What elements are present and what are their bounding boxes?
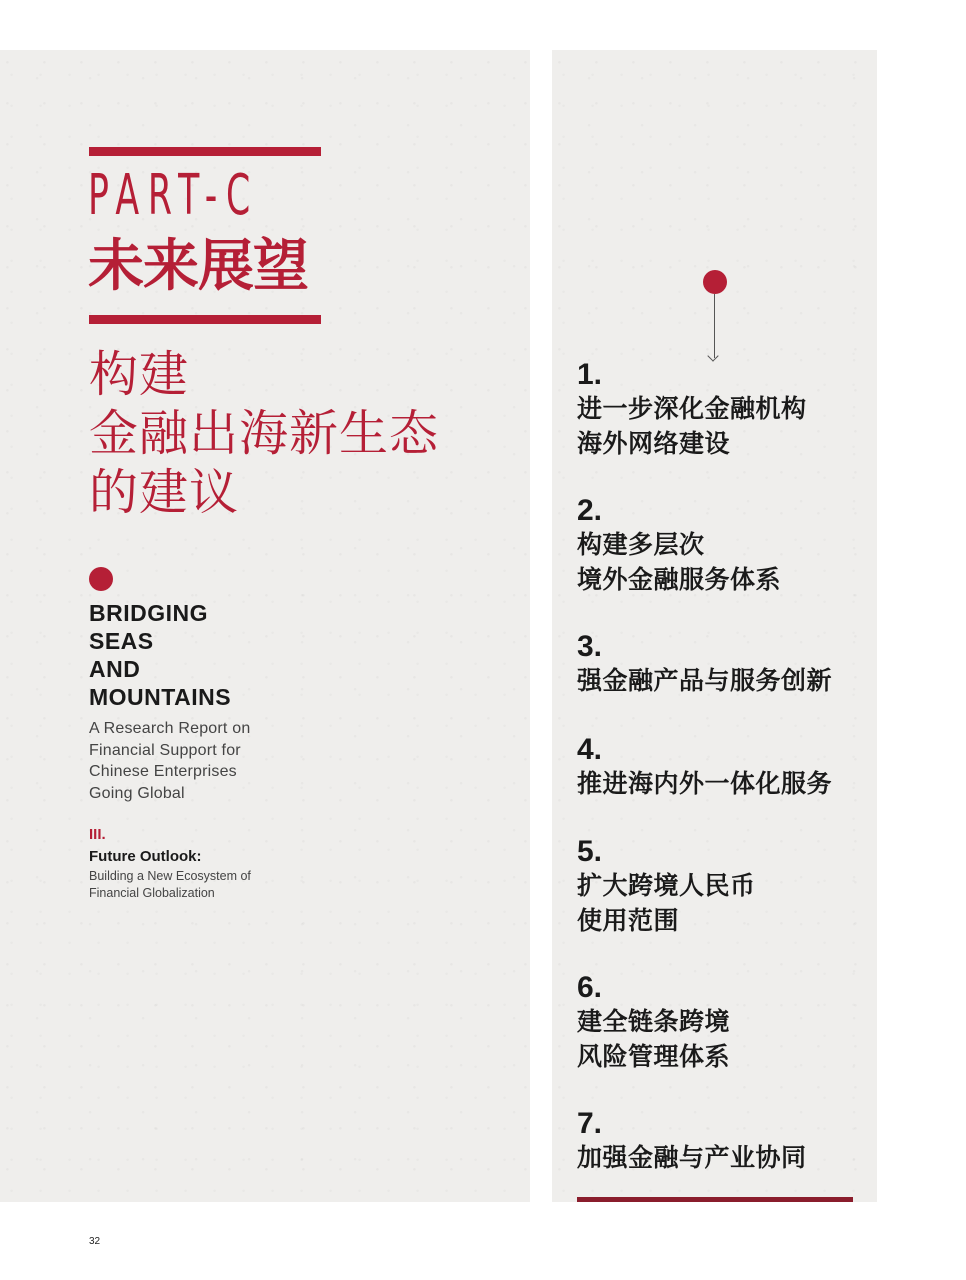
recommendation-text: 推进海内外一体化服务 (577, 770, 833, 798)
report-subtitle-line: Chinese Enterprises (89, 763, 237, 780)
section-description-line: Financial Globalization (89, 886, 215, 900)
recommendation-item (577, 494, 781, 598)
recommendation-item (577, 630, 832, 699)
recommendation-number: 5. (577, 835, 603, 868)
heading-line: 的建议 (89, 466, 240, 520)
section-number: III. (89, 826, 106, 843)
report-title (89, 599, 231, 711)
part-title: 未来展望 (88, 234, 308, 297)
recommendation-text: 扩大跨境人民币 (577, 872, 756, 900)
recommendation-number: 3. (577, 630, 603, 663)
report-subtitle (89, 718, 250, 804)
red-dot-marker (89, 567, 113, 591)
section-heading (89, 346, 439, 523)
recommendation-text: 境外金融服务体系 (577, 566, 782, 594)
heading-line: 金融出海新生态 (89, 407, 440, 461)
recommendation-number: 2. (577, 494, 603, 527)
recommendation-text: 构建多层次 (577, 531, 705, 559)
recommendation-text: 加强金融与产业协同 (577, 1144, 807, 1172)
part-label: PART-C (88, 163, 259, 228)
recommendation-item (577, 358, 807, 462)
report-title-line: BRIDGING (89, 600, 208, 626)
report-subtitle-line: Going Global (89, 784, 185, 802)
recommendation-text: 使用范围 (577, 907, 680, 935)
red-dot-marker (703, 270, 727, 294)
recommendation-number: 7. (577, 1107, 603, 1140)
recommendation-item (577, 971, 730, 1075)
title-bottom-rule (89, 315, 321, 324)
section-title: Future Outlook: (89, 848, 202, 865)
report-subtitle-line: A Research Report on (89, 720, 251, 737)
recommendation-item (577, 835, 756, 939)
recommendation-item (577, 733, 832, 802)
heading-line: 构建 (89, 348, 190, 402)
recommendation-text: 海外网络建设 (577, 430, 731, 458)
report-title-line: AND (89, 656, 141, 682)
left-panel (0, 50, 530, 1202)
page-number: 32 (89, 1236, 101, 1247)
recommendation-text: 建全链条跨境 (577, 1008, 731, 1036)
recommendation-text: 进一步深化金融机构 (577, 395, 807, 423)
report-title-line: SEAS (89, 628, 154, 654)
section-description-line: Building a New Ecosystem of (89, 869, 251, 883)
title-top-rule (89, 147, 321, 156)
report-subtitle-line: Financial Support for (89, 741, 241, 759)
recommendation-number: 6. (577, 971, 603, 1004)
down-arrow-icon (714, 294, 715, 358)
recommendation-number: 4. (577, 733, 603, 766)
report-title-line: MOUNTAINS (89, 684, 232, 710)
recommendation-text: 风险管理体系 (577, 1043, 731, 1071)
section-description (89, 868, 251, 902)
recommendation-text: 强金融产品与服务创新 (577, 667, 833, 695)
recommendation-item (577, 1107, 807, 1176)
list-bottom-rule (577, 1197, 853, 1202)
recommendation-number: 1. (577, 358, 603, 391)
